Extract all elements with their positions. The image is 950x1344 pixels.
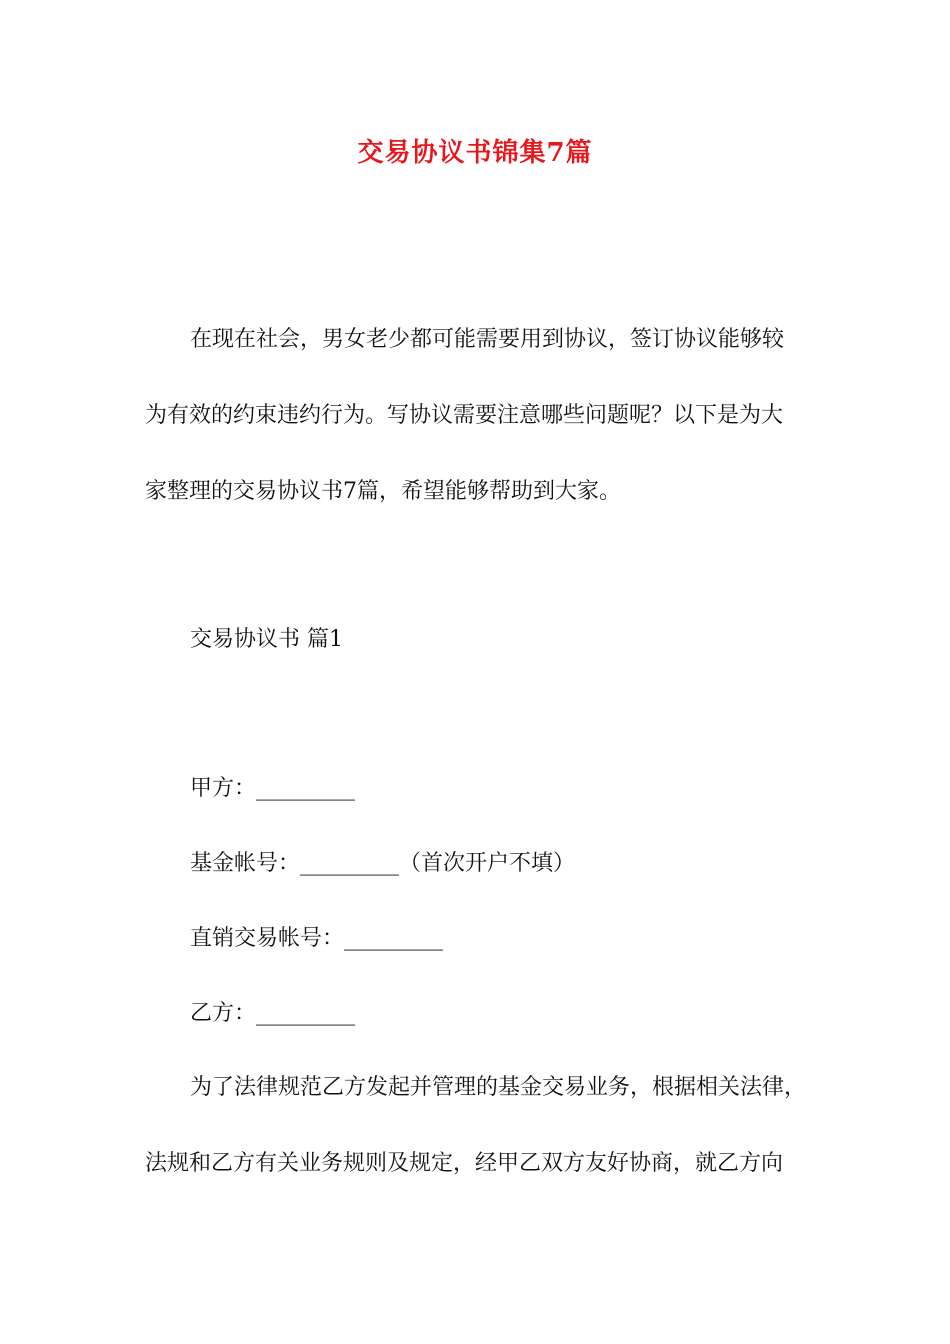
body-line: 法规和乙方有关业务规则及规定，经甲乙双方友好协商，就乙方向	[145, 1151, 784, 1176]
field-direct-trade-account: 直销交易帐号：_________	[190, 926, 444, 951]
intro-line: 在现在社会，男女老少都可能需要用到协议，签订协议能够较	[190, 327, 785, 352]
field-party-b: 乙方：_________	[190, 1001, 356, 1026]
field-fund-account: 基金帐号：_________（首次开户不填）	[190, 851, 576, 876]
intro-line: 家整理的交易协议书7篇，希望能够帮助到大家。	[145, 479, 621, 504]
section-heading: 交易协议书 篇1	[190, 627, 343, 652]
intro-line: 为有效的约束违约行为。写协议需要注意哪些问题呢？以下是为大	[145, 403, 784, 428]
field-party-a: 甲方：_________	[190, 776, 356, 801]
body-line: 为了法律规范乙方发起并管理的基金交易业务，根据相关法律，	[190, 1075, 807, 1100]
document-title: 交易协议书锦集7篇	[357, 138, 593, 168]
